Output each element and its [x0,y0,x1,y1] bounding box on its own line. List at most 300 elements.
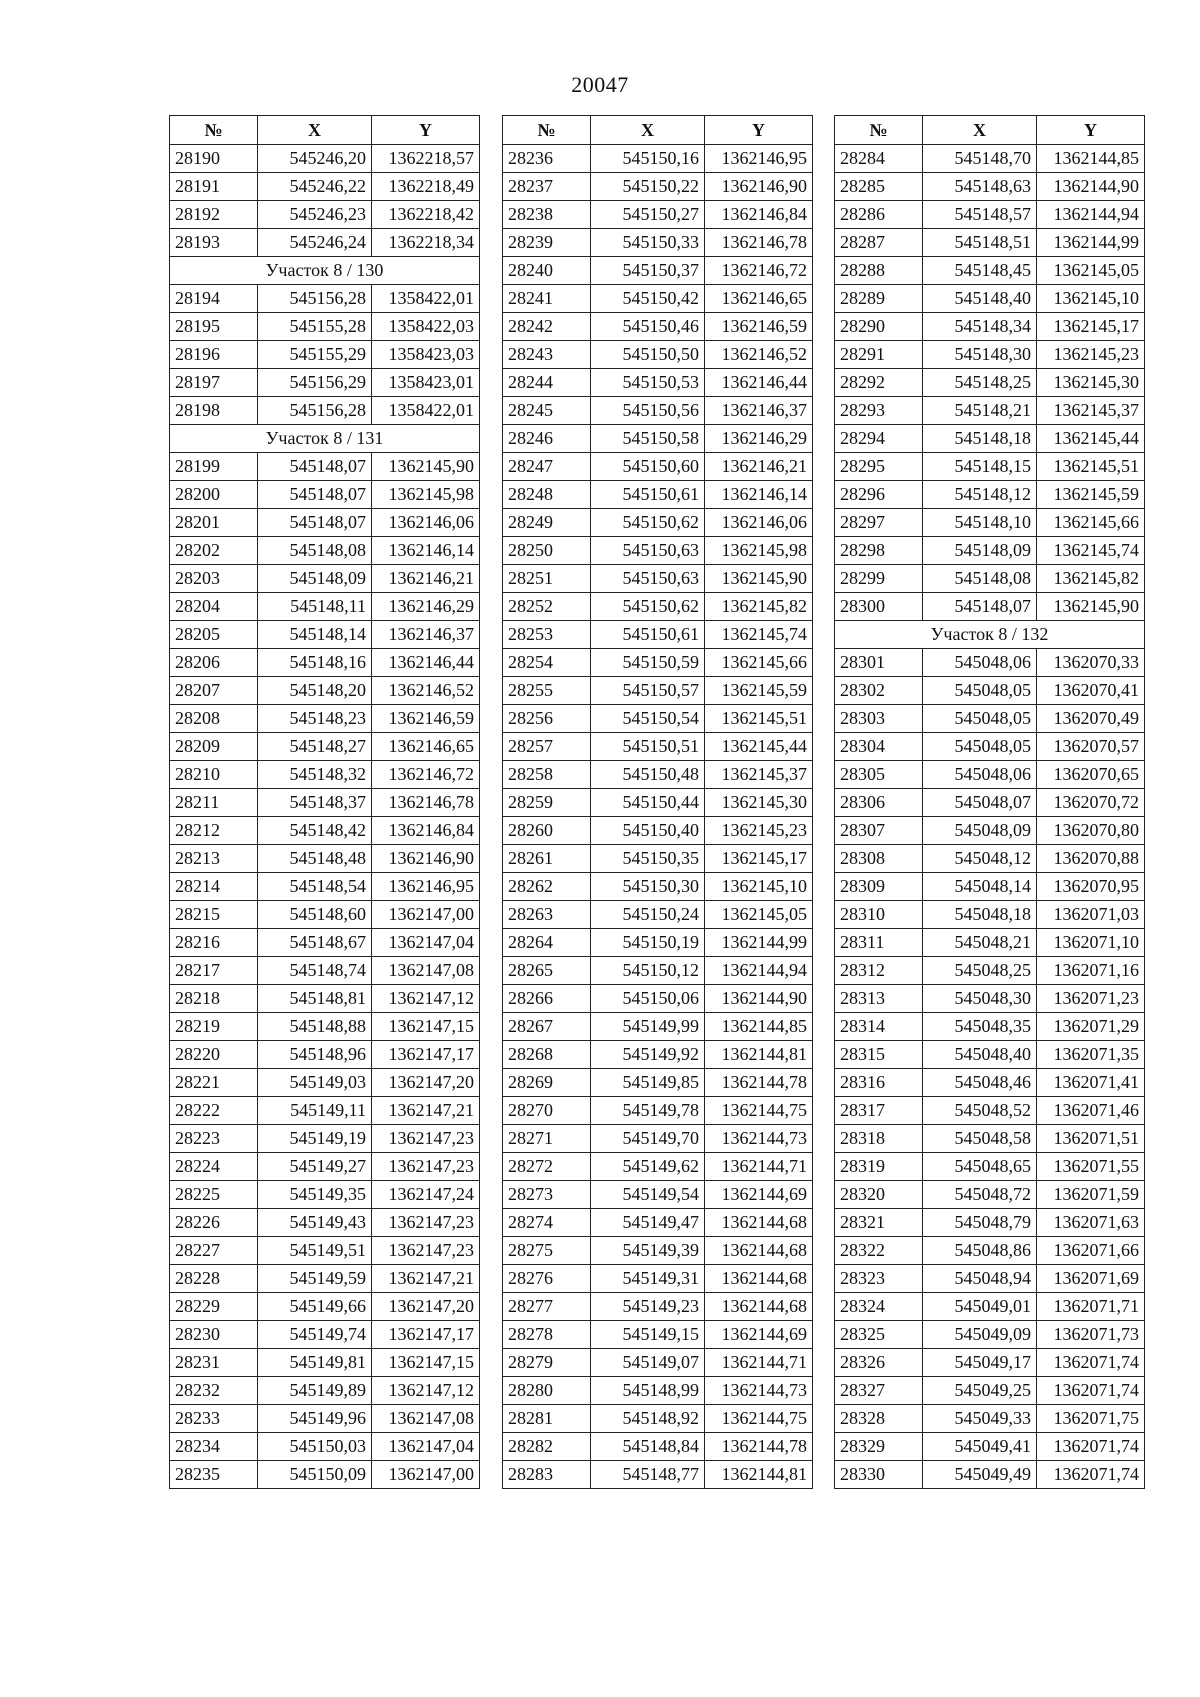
point-number-cell: 28204 [170,593,258,621]
y-coordinate-cell: 1362071,71 [1037,1293,1145,1321]
table-row [170,313,480,341]
x-coordinate-cell: 545149,66 [258,1293,372,1321]
point-number-cell: 28304 [835,733,923,761]
x-coordinate-cell: 545049,17 [923,1349,1037,1377]
point-number-cell: 28240 [503,257,591,285]
y-coordinate-cell: 1362071,46 [1037,1097,1145,1125]
table-row [835,677,1145,705]
x-coordinate-cell: 545148,32 [258,761,372,789]
table-row [170,1349,480,1377]
x-coordinate-cell: 545048,94 [923,1265,1037,1293]
table-row [503,1153,813,1181]
table-row [503,537,813,565]
table-row [835,1461,1145,1489]
table-row [835,901,1145,929]
table-row [835,1209,1145,1237]
table-row [835,1293,1145,1321]
x-coordinate-cell: 545150,60 [591,453,705,481]
point-number-cell: 28315 [835,1041,923,1069]
x-coordinate-cell: 545048,52 [923,1097,1037,1125]
y-coordinate-cell: 1362218,42 [372,201,480,229]
x-coordinate-cell: 545150,61 [591,621,705,649]
section-row [170,257,480,285]
table-row [170,201,480,229]
point-number-cell: 28299 [835,565,923,593]
x-coordinate-cell: 545148,54 [258,873,372,901]
point-number-cell: 28214 [170,873,258,901]
point-number-cell: 28234 [170,1433,258,1461]
y-coordinate-cell: 1362145,05 [1037,257,1145,285]
y-coordinate-cell: 1362144,71 [705,1153,813,1181]
x-coordinate-cell: 545148,37 [258,789,372,817]
y-coordinate-cell: 1362071,16 [1037,957,1145,985]
y-coordinate-cell: 1362144,71 [705,1349,813,1377]
x-coordinate-cell: 545149,92 [591,1041,705,1069]
point-number-cell: 28323 [835,1265,923,1293]
table-row [835,565,1145,593]
y-coordinate-cell: 1362070,65 [1037,761,1145,789]
y-coordinate-cell: 1362071,75 [1037,1405,1145,1433]
y-coordinate-cell: 1362147,08 [372,1405,480,1433]
table-row [835,1181,1145,1209]
y-coordinate-cell: 1362146,78 [372,789,480,817]
point-number-cell: 28231 [170,1349,258,1377]
point-number-cell: 28223 [170,1125,258,1153]
x-coordinate-cell: 545149,70 [591,1125,705,1153]
y-coordinate-cell: 1362070,95 [1037,873,1145,901]
table-row [503,1069,813,1097]
table-row [503,1237,813,1265]
point-number-cell: 28305 [835,761,923,789]
point-number-cell: 28248 [503,481,591,509]
x-coordinate-cell: 545150,35 [591,845,705,873]
point-number-cell: 28228 [170,1265,258,1293]
x-coordinate-cell: 545148,63 [923,173,1037,201]
point-number-cell: 28312 [835,957,923,985]
table-row [170,481,480,509]
y-coordinate-cell: 1362147,15 [372,1013,480,1041]
point-number-cell: 28281 [503,1405,591,1433]
table-row [503,677,813,705]
y-coordinate-cell: 1362146,29 [372,593,480,621]
x-coordinate-cell: 545148,60 [258,901,372,929]
point-number-cell: 28320 [835,1181,923,1209]
x-coordinate-cell: 545150,54 [591,705,705,733]
point-number-cell: 28291 [835,341,923,369]
table-row [503,1125,813,1153]
y-coordinate-cell: 1362146,59 [705,313,813,341]
point-number-cell: 28286 [835,201,923,229]
y-coordinate-cell: 1362145,82 [705,593,813,621]
table-row [170,1321,480,1349]
table-row [503,1433,813,1461]
y-coordinate-cell: 1362147,17 [372,1321,480,1349]
y-coordinate-cell: 1362070,57 [1037,733,1145,761]
point-number-cell: 28284 [835,145,923,173]
x-coordinate-cell: 545149,99 [591,1013,705,1041]
x-coordinate-cell: 545148,27 [258,733,372,761]
point-number-cell: 28319 [835,1153,923,1181]
y-coordinate-cell: 1362071,74 [1037,1433,1145,1461]
table-row [170,565,480,593]
section-title: Участок 8 / 131 [170,425,480,453]
x-coordinate-cell: 545148,08 [258,537,372,565]
point-number-cell: 28238 [503,201,591,229]
y-coordinate-cell: 1362144,99 [705,929,813,957]
table-row [503,1041,813,1069]
point-number-cell: 28236 [503,145,591,173]
y-coordinate-cell: 1362071,74 [1037,1461,1145,1489]
x-coordinate-cell: 545150,40 [591,817,705,845]
point-number-cell: 28257 [503,733,591,761]
y-coordinate-cell: 1362145,44 [705,733,813,761]
point-number-cell: 28308 [835,845,923,873]
x-coordinate-cell: 545149,81 [258,1349,372,1377]
point-number-cell: 28278 [503,1321,591,1349]
y-coordinate-cell: 1362145,98 [372,481,480,509]
x-coordinate-cell: 545150,57 [591,677,705,705]
x-coordinate-cell: 545048,14 [923,873,1037,901]
table-row [170,1097,480,1125]
point-number-cell: 28226 [170,1209,258,1237]
x-coordinate-cell: 545148,14 [258,621,372,649]
table-row [835,453,1145,481]
x-coordinate-cell: 545048,86 [923,1237,1037,1265]
table-row [835,1237,1145,1265]
y-coordinate-cell: 1362145,98 [705,537,813,565]
y-coordinate-cell: 1362147,17 [372,1041,480,1069]
y-coordinate-cell: 1362071,23 [1037,985,1145,1013]
table-row [503,509,813,537]
table-row [835,1349,1145,1377]
y-coordinate-cell: 1362146,65 [372,733,480,761]
table-row [170,537,480,565]
table-row [503,733,813,761]
x-coordinate-cell: 545148,08 [923,565,1037,593]
header-y: Y [705,116,813,145]
x-coordinate-cell: 545150,09 [258,1461,372,1489]
point-number-cell: 28242 [503,313,591,341]
y-coordinate-cell: 1358423,03 [372,341,480,369]
table-row [170,397,480,425]
table-row [503,1461,813,1489]
table-row [835,1069,1145,1097]
table-row [835,1013,1145,1041]
table-row [503,1097,813,1125]
point-number-cell: 28262 [503,873,591,901]
x-coordinate-cell: 545148,23 [258,705,372,733]
table-row [835,1321,1145,1349]
y-coordinate-cell: 1362146,21 [372,565,480,593]
point-number-cell: 28200 [170,481,258,509]
x-coordinate-cell: 545049,41 [923,1433,1037,1461]
table-row [503,425,813,453]
y-coordinate-cell: 1362147,00 [372,1461,480,1489]
point-number-cell: 28199 [170,453,258,481]
point-number-cell: 28280 [503,1377,591,1405]
x-coordinate-cell: 545150,19 [591,929,705,957]
y-coordinate-cell: 1362144,85 [1037,145,1145,173]
point-number-cell: 28195 [170,313,258,341]
table-row [835,1405,1145,1433]
point-number-cell: 28245 [503,397,591,425]
x-coordinate-cell: 545150,42 [591,285,705,313]
table-row [835,649,1145,677]
x-coordinate-cell: 545148,96 [258,1041,372,1069]
y-coordinate-cell: 1362144,69 [705,1181,813,1209]
y-coordinate-cell: 1362146,14 [705,481,813,509]
y-coordinate-cell: 1362071,55 [1037,1153,1145,1181]
point-number-cell: 28297 [835,509,923,537]
x-coordinate-cell: 545148,07 [258,509,372,537]
y-coordinate-cell: 1362071,63 [1037,1209,1145,1237]
table-row [503,173,813,201]
x-coordinate-cell: 545149,59 [258,1265,372,1293]
y-coordinate-cell: 1362146,52 [372,677,480,705]
table-row [835,593,1145,621]
table-row [835,173,1145,201]
x-coordinate-cell: 545150,16 [591,145,705,173]
x-coordinate-cell: 545149,85 [591,1069,705,1097]
y-coordinate-cell: 1362144,73 [705,1125,813,1153]
x-coordinate-cell: 545150,61 [591,481,705,509]
point-number-cell: 28253 [503,621,591,649]
y-coordinate-cell: 1362144,81 [705,1041,813,1069]
point-number-cell: 28273 [503,1181,591,1209]
table-row [835,481,1145,509]
y-coordinate-cell: 1362145,23 [705,817,813,845]
y-coordinate-cell: 1362070,33 [1037,649,1145,677]
table-row [503,621,813,649]
x-coordinate-cell: 545148,25 [923,369,1037,397]
table-row [170,985,480,1013]
y-coordinate-cell: 1362145,23 [1037,341,1145,369]
y-coordinate-cell: 1362071,03 [1037,901,1145,929]
y-coordinate-cell: 1362144,69 [705,1321,813,1349]
header-x: X [923,116,1037,145]
point-number-cell: 28277 [503,1293,591,1321]
table-row [170,453,480,481]
y-coordinate-cell: 1362146,84 [372,817,480,845]
y-coordinate-cell: 1362145,90 [705,565,813,593]
x-coordinate-cell: 545150,06 [591,985,705,1013]
x-coordinate-cell: 545148,12 [923,481,1037,509]
point-number-cell: 28246 [503,425,591,453]
y-coordinate-cell: 1362145,17 [705,845,813,873]
x-coordinate-cell: 545148,70 [923,145,1037,173]
x-coordinate-cell: 545048,05 [923,705,1037,733]
y-coordinate-cell: 1362071,74 [1037,1349,1145,1377]
table-row [503,873,813,901]
y-coordinate-cell: 1362071,69 [1037,1265,1145,1293]
x-coordinate-cell: 545048,25 [923,957,1037,985]
point-number-cell: 28268 [503,1041,591,1069]
x-coordinate-cell: 545149,03 [258,1069,372,1097]
table-row [503,705,813,733]
x-coordinate-cell: 545148,48 [258,845,372,873]
table-row [170,761,480,789]
x-coordinate-cell: 545048,40 [923,1041,1037,1069]
x-coordinate-cell: 545149,27 [258,1153,372,1181]
x-coordinate-cell: 545149,74 [258,1321,372,1349]
point-number-cell: 28292 [835,369,923,397]
point-number-cell: 28287 [835,229,923,257]
x-coordinate-cell: 545048,06 [923,649,1037,677]
x-coordinate-cell: 545148,81 [258,985,372,1013]
x-coordinate-cell: 545149,54 [591,1181,705,1209]
point-number-cell: 28316 [835,1069,923,1097]
point-number-cell: 28227 [170,1237,258,1265]
point-number-cell: 28279 [503,1349,591,1377]
x-coordinate-cell: 545048,58 [923,1125,1037,1153]
point-number-cell: 28224 [170,1153,258,1181]
table-row [835,285,1145,313]
point-number-cell: 28259 [503,789,591,817]
table-row [503,1349,813,1377]
point-number-cell: 28198 [170,397,258,425]
point-number-cell: 28265 [503,957,591,985]
x-coordinate-cell: 545048,46 [923,1069,1037,1097]
y-coordinate-cell: 1362144,75 [705,1405,813,1433]
y-coordinate-cell: 1362145,90 [1037,593,1145,621]
y-coordinate-cell: 1362144,90 [1037,173,1145,201]
x-coordinate-cell: 545049,09 [923,1321,1037,1349]
y-coordinate-cell: 1362146,65 [705,285,813,313]
x-coordinate-cell: 545148,07 [923,593,1037,621]
x-coordinate-cell: 545048,35 [923,1013,1037,1041]
table-row [835,845,1145,873]
x-coordinate-cell: 545156,28 [258,285,372,313]
table-row [170,621,480,649]
x-coordinate-cell: 545148,40 [923,285,1037,313]
x-coordinate-cell: 545148,84 [591,1433,705,1461]
point-number-cell: 28307 [835,817,923,845]
table-row [835,397,1145,425]
point-number-cell: 28244 [503,369,591,397]
y-coordinate-cell: 1358423,01 [372,369,480,397]
x-coordinate-cell: 545150,12 [591,957,705,985]
table-row [503,1405,813,1433]
table-row [835,313,1145,341]
y-coordinate-cell: 1362144,68 [705,1265,813,1293]
x-coordinate-cell: 545155,29 [258,341,372,369]
y-coordinate-cell: 1362146,06 [705,509,813,537]
table-row [170,1041,480,1069]
point-number-cell: 28272 [503,1153,591,1181]
y-coordinate-cell: 1362145,51 [705,705,813,733]
x-coordinate-cell: 545150,59 [591,649,705,677]
table-row [170,677,480,705]
table-row [170,1125,480,1153]
x-coordinate-cell: 545150,51 [591,733,705,761]
table-row [835,957,1145,985]
point-number-cell: 28306 [835,789,923,817]
y-coordinate-cell: 1362146,95 [705,145,813,173]
coordinates-table-3 [834,115,1145,1489]
table-row [835,1097,1145,1125]
y-coordinate-cell: 1362145,66 [705,649,813,677]
point-number-cell: 28212 [170,817,258,845]
x-coordinate-cell: 545246,22 [258,173,372,201]
point-number-cell: 28300 [835,593,923,621]
point-number-cell: 28250 [503,537,591,565]
point-number-cell: 28310 [835,901,923,929]
point-number-cell: 28298 [835,537,923,565]
table-row [170,593,480,621]
table-row [170,1461,480,1489]
y-coordinate-cell: 1362144,81 [705,1461,813,1489]
point-number-cell: 28322 [835,1237,923,1265]
point-number-cell: 28324 [835,1293,923,1321]
y-coordinate-cell: 1362070,88 [1037,845,1145,873]
table-row [835,873,1145,901]
point-number-cell: 28275 [503,1237,591,1265]
x-coordinate-cell: 545149,15 [591,1321,705,1349]
x-coordinate-cell: 545048,21 [923,929,1037,957]
y-coordinate-cell: 1362146,90 [372,845,480,873]
table-row [835,509,1145,537]
table-row [170,1405,480,1433]
table-row [503,145,813,173]
point-number-cell: 28311 [835,929,923,957]
x-coordinate-cell: 545150,24 [591,901,705,929]
point-number-cell: 28296 [835,481,923,509]
y-coordinate-cell: 1362147,04 [372,1433,480,1461]
point-number-cell: 28205 [170,621,258,649]
table-row [170,1433,480,1461]
table-row [170,733,480,761]
x-coordinate-cell: 545148,07 [258,453,372,481]
y-coordinate-cell: 1358422,03 [372,313,480,341]
x-coordinate-cell: 545148,88 [258,1013,372,1041]
x-coordinate-cell: 545049,33 [923,1405,1037,1433]
point-number-cell: 28241 [503,285,591,313]
y-coordinate-cell: 1362145,37 [1037,397,1145,425]
table-row [835,257,1145,285]
table-row [503,313,813,341]
y-coordinate-cell: 1362147,20 [372,1293,480,1321]
x-coordinate-cell: 545148,30 [923,341,1037,369]
table-row [835,733,1145,761]
coordinates-table-1 [169,115,480,1489]
point-number-cell: 28215 [170,901,258,929]
y-coordinate-cell: 1362070,41 [1037,677,1145,705]
table-row [170,229,480,257]
point-number-cell: 28294 [835,425,923,453]
header-number: № [835,116,923,145]
point-number-cell: 28221 [170,1069,258,1097]
y-coordinate-cell: 1362147,23 [372,1153,480,1181]
section-row [835,621,1145,649]
point-number-cell: 28207 [170,677,258,705]
table-row [835,537,1145,565]
point-number-cell: 28235 [170,1461,258,1489]
section-row [170,425,480,453]
table-row [503,1293,813,1321]
point-number-cell: 28192 [170,201,258,229]
table-row [503,229,813,257]
point-number-cell: 28295 [835,453,923,481]
table-row [170,1153,480,1181]
y-coordinate-cell: 1362147,15 [372,1349,480,1377]
y-coordinate-cell: 1362147,12 [372,985,480,1013]
table-row [835,1265,1145,1293]
x-coordinate-cell: 545150,56 [591,397,705,425]
table-row [503,1377,813,1405]
table-row [170,817,480,845]
table-row [503,817,813,845]
point-number-cell: 28243 [503,341,591,369]
